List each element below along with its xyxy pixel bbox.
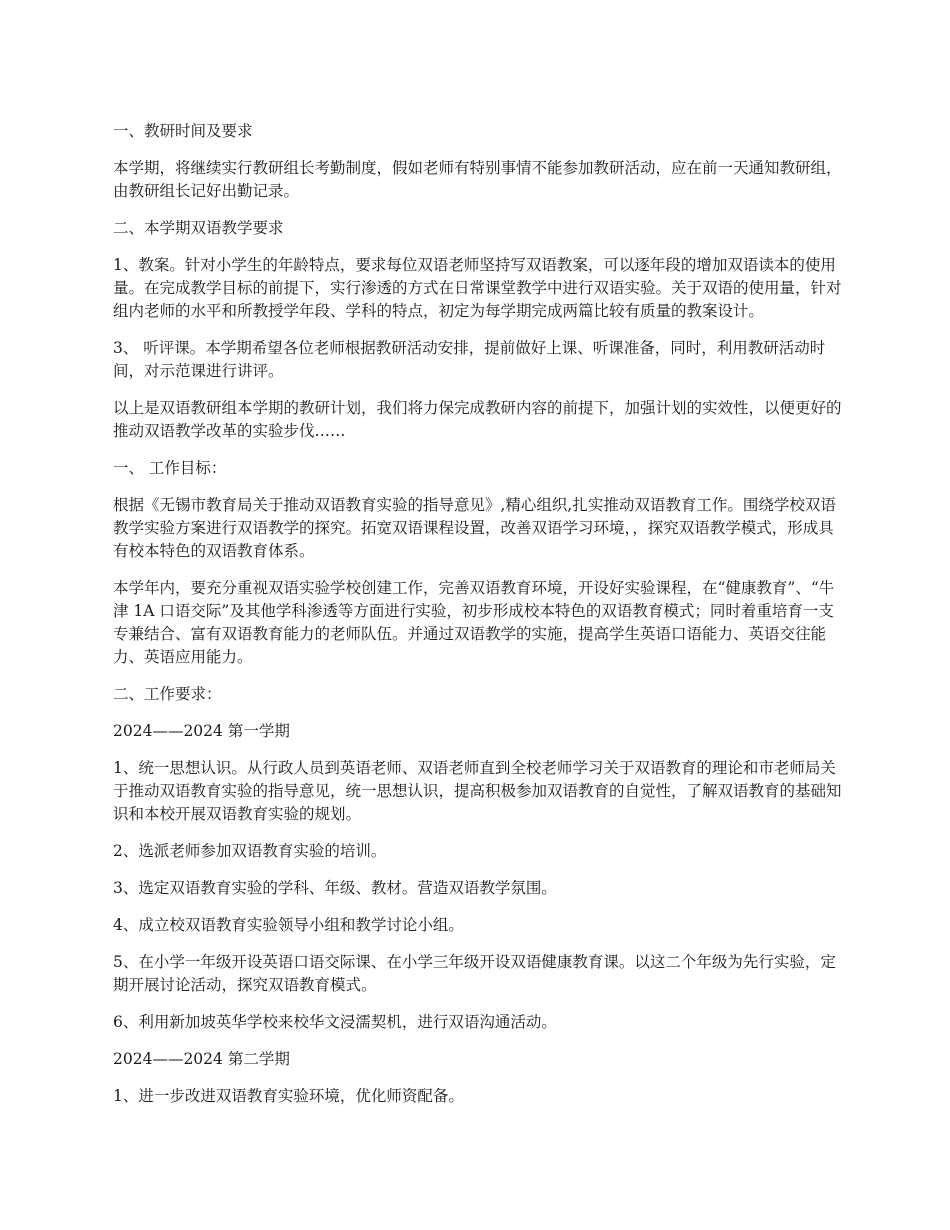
- paragraph-guidance: 根据《无锡市教育局关于推动双语教育实验的指导意见》,精心组织,扎实推动双语教育工作。围绕学校双语教学实验方案进行双语教学的探究。拓宽双语课程设置，改善双语学习环境，，探究双语教学模式，形成具有校本特色的双语教育体系。: [113, 496, 836, 560]
- term-heading-second: 2024——2024 第二学期: [113, 1050, 290, 1068]
- list-item: 3、选定双语教育实验的学科、年级、教材。营造双语教学氛围。: [113, 879, 557, 897]
- list-item: 5、在小学一年级开设英语口语交际课、在小学三年级开设双语健康教育课。以这二个年级为先行实验，定期开展讨论活动，探究双语教育模式。: [113, 953, 836, 994]
- list-item: 6、利用新加坡英华学校来校华文浸濡契机，进行双语沟通活动。: [113, 1013, 557, 1031]
- paragraph-school-year: 本学年内，要充分重视双语实验学校创建工作，完善双语教育环境，开设好实验课程，在“健康教育”、“牛津 1A 口语交际”及其他学科渗透等方面进行实验，初步形成校本特色的双语教育模式；同时着重培育一支专兼结合、富有双语教育能力的老师队伍。并通过双语教学的实施，提高学生英语口语能力、英语交往能力、英语应用能力。: [113, 579, 835, 666]
- paragraph-attendance: 本学期，将继续实行教研组长考勤制度，假如老师有特别事情不能参加教研活动，应在前一天通知教研组，由教研组长记好出勤记录。: [113, 159, 842, 200]
- paragraph-lesson-plans: 1、教案。针对小学生的年龄特点，要求每位双语老师坚持写双语教案，可以逐年段的增加双语读本的使用量。在完成教学目标的前提下，实行渗透的方式在日常课堂教学中进行双语实验。关于双语的使用量，针对组内老师的水平和所教授学年段、学科的特点，初定为每学期完成两篇比较有质量的教案设计。: [113, 256, 842, 320]
- paragraph-plan-summary: 以上是双语教研组本学期的教研计划，我们将力保完成教研内容的前提下，加强计划的实效性，以便更好的推动双语教学改革的实验步伐……: [113, 399, 842, 440]
- paragraph-lesson-observation: 3、 听评课。本学期希望各位老师根据教研活动安排，提前做好上课、听课准备，同时，利用教研活动时间，对示范课进行讲评。: [113, 339, 826, 380]
- list-item: 1、统一思想认识。从行政人员到英语老师、双语老师直到全校老师学习关于双语教育的理论和市老师局关于推动双语教育实验的指导意见，统一思想认识，提高积极参加双语教育的自觉性，了解双语教育的基础知识和本校开展双语教育实验的规划。: [113, 759, 842, 823]
- section-heading-bilingual-requirements: 二、本学期双语教学要求: [113, 219, 284, 237]
- list-item: 4、成立校双语教育实验领导小组和教学讨论小组。: [113, 916, 464, 934]
- section-heading-research-time: 一、教研时间及要求: [113, 122, 253, 140]
- list-item: 1、进一步改进双语教育实验环境，优化师资配备。: [113, 1087, 464, 1105]
- section-heading-work-goals: 一、 工作目标：: [113, 459, 227, 477]
- document-body: [113, 120, 843, 1122]
- section-heading-work-requirements: 二、工作要求：: [113, 685, 222, 703]
- list-item: 2、选派老师参加双语教育实验的培训。: [113, 842, 387, 860]
- term-heading-first: 2024——2024 第一学期: [113, 722, 290, 740]
